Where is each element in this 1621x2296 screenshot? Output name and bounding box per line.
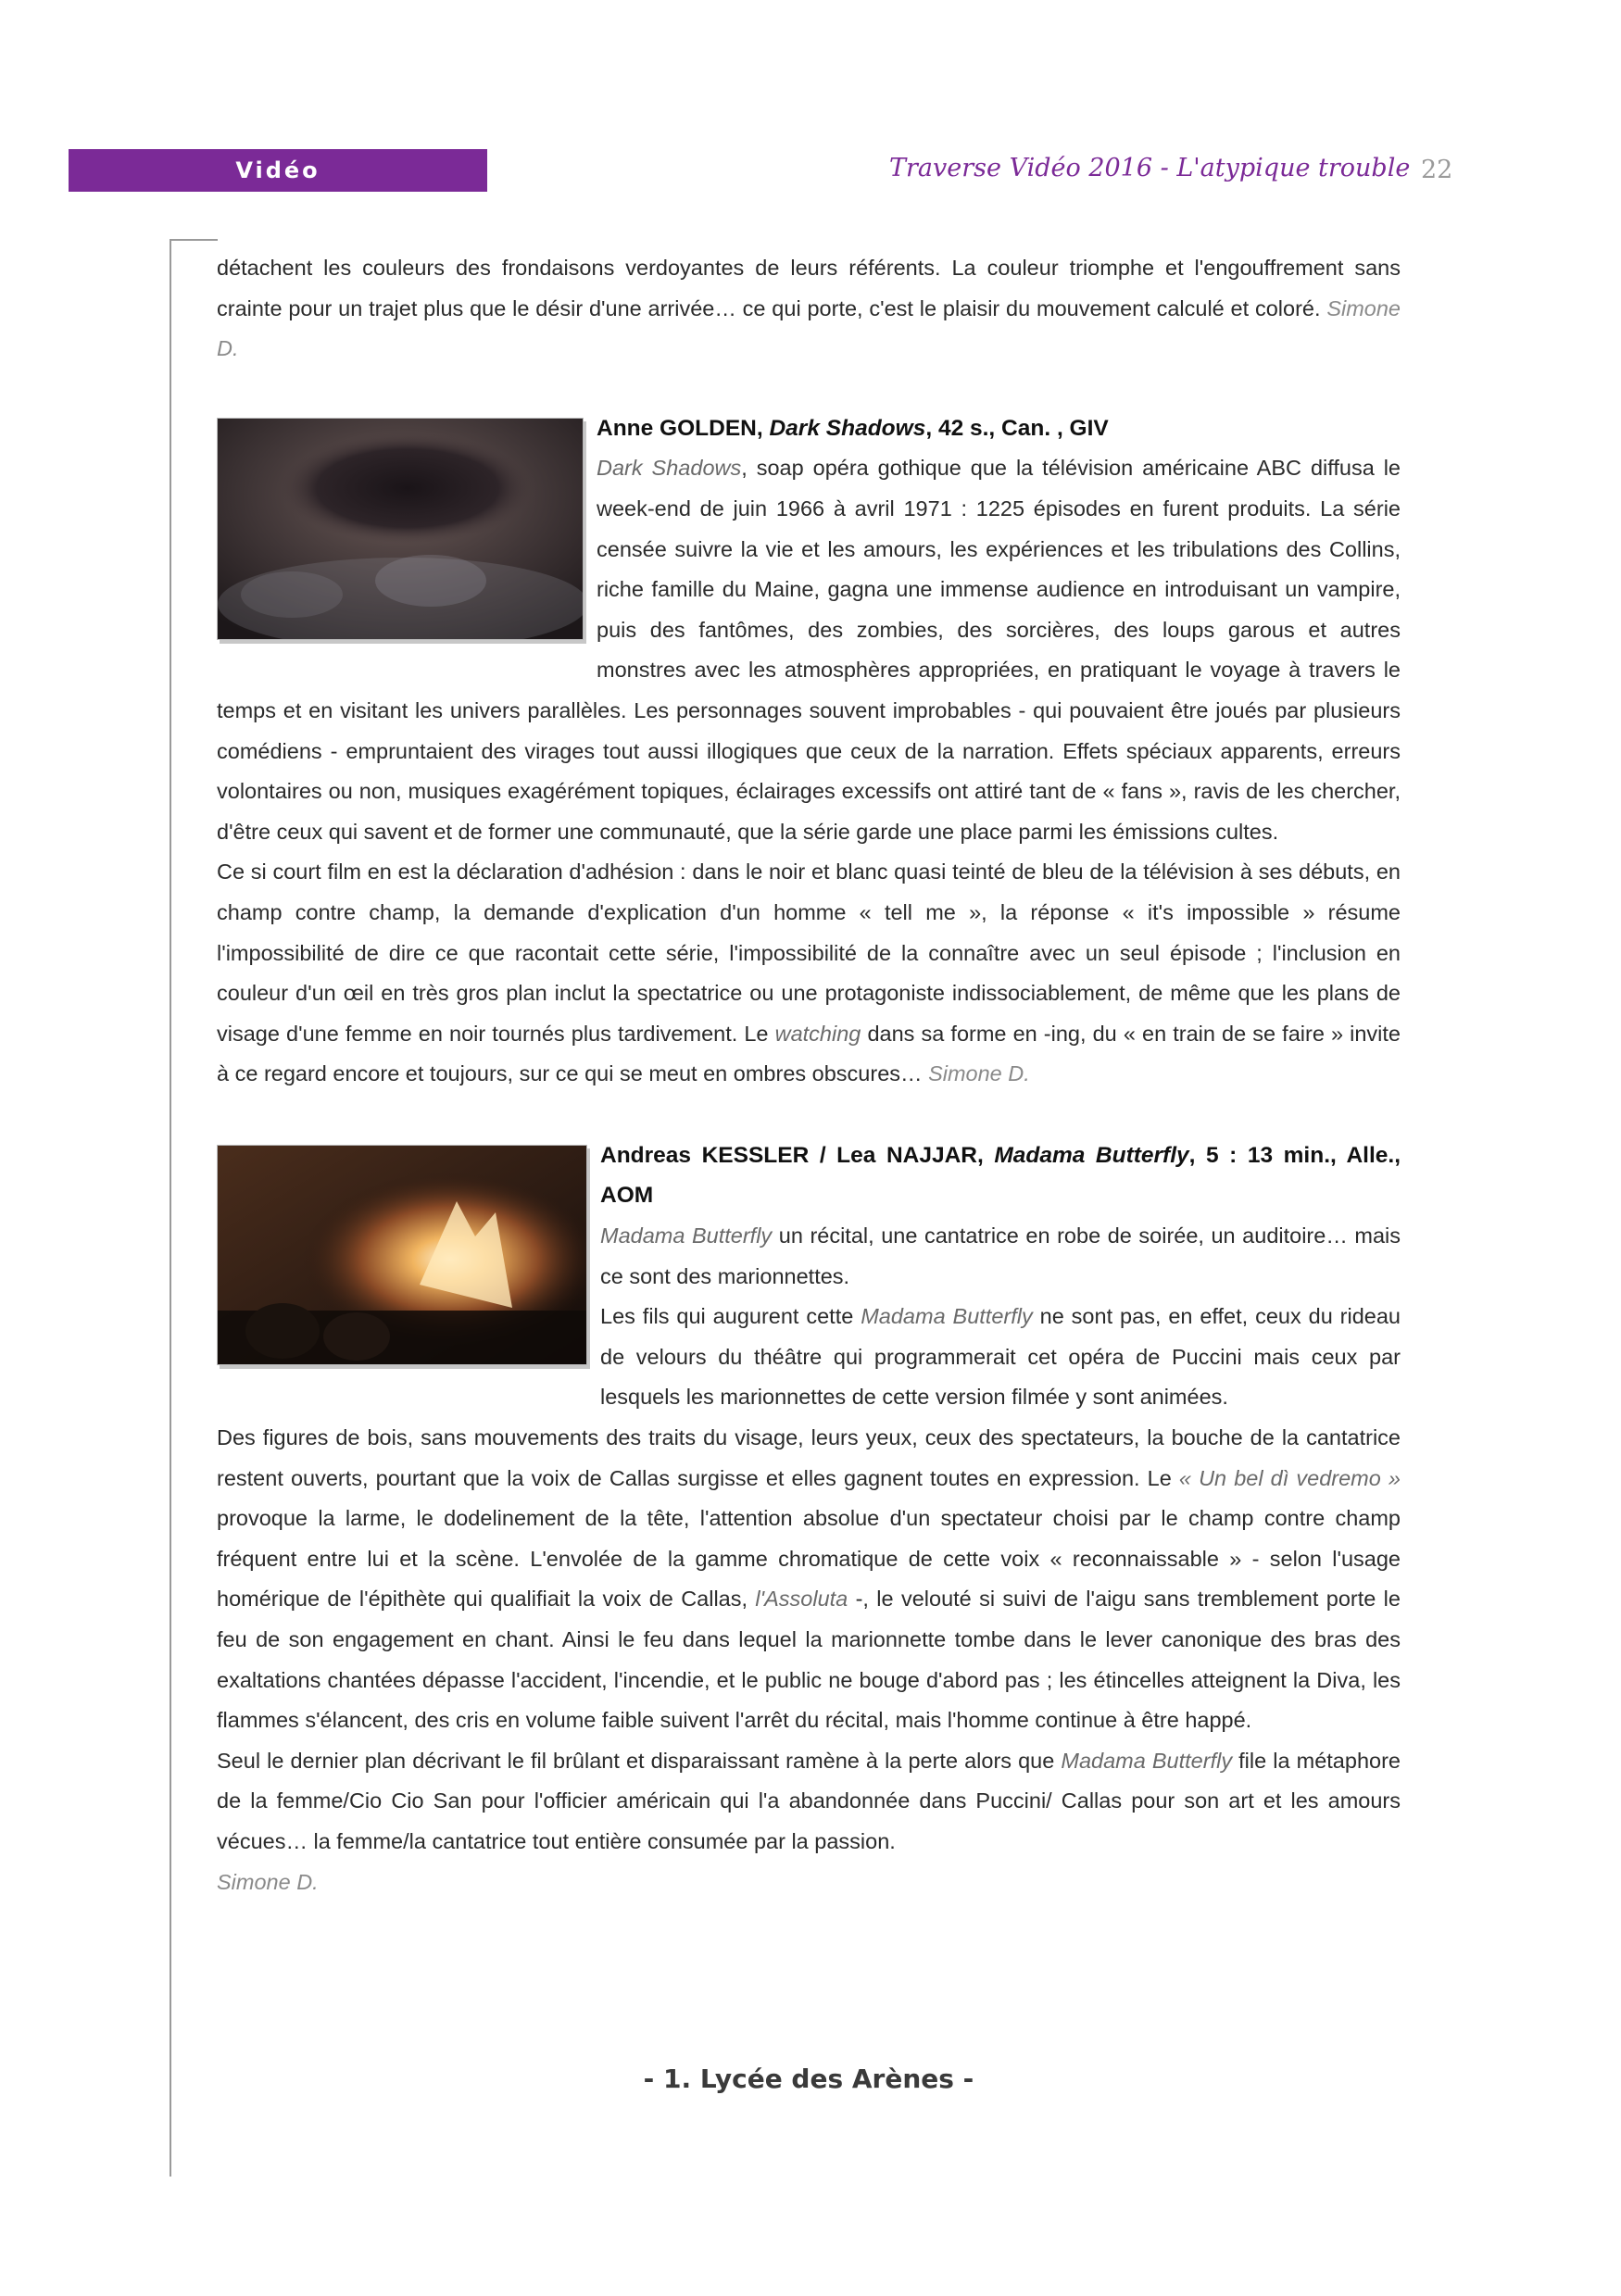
- film-commentary-3: [217, 1741, 1401, 1863]
- film-title: Madama Butterfly: [994, 1142, 1189, 1168]
- film-still-image: [218, 419, 583, 639]
- spacer: [217, 370, 1401, 408]
- aria-title: « Un bel dì vedremo »: [1178, 1465, 1401, 1490]
- film-title: Dark Shadows: [769, 415, 926, 441]
- margin-rule: [170, 239, 171, 2177]
- epithet: l'Assoluta: [755, 1587, 848, 1612]
- spacer: [217, 1095, 1401, 1135]
- running-title: Traverse Vidéo 2016 - L'atypique trouble: [889, 154, 1411, 182]
- page-number: 22: [1421, 156, 1453, 184]
- film-meta: , 5 : 13 min., Alle., AOM: [600, 1142, 1401, 1209]
- description-text: un récital, une cantatrice en robe de soirée, un auditoire… mais ce sont des marionnettes.: [600, 1223, 1401, 1288]
- commentary-text-end: dans sa forme en -ing, du « en train de se faire » invite à ce regard encore et toujours, sur ce qui se meut en ombres obscures…: [217, 1021, 1401, 1086]
- body-column: [217, 248, 1401, 1902]
- film-entry-dark-shadows: [217, 408, 1401, 1095]
- emphasized-word: watching: [774, 1021, 861, 1046]
- description-text: , soap opéra gothique que la télévision américaine ABC diffusa le week-end de juin 1966 à avril 1971 : 1225 épisodes en furent produits. La série censée suivre la vie et les amours, les expériences et les tribulations des Collins, riche famille du Maine, gagna une immense audience en introduisant un vampire, puis des fantômes, des zombies, des sorcières, des loups garous et autres monstres avec les atmosphères appropriées, en pratiquant le voyage à travers le temps et en visitant les univers parallèles. Les personnages souvent improbables - qui pouvaient être joués par plusieurs comédiens - empruntaient des virages tout aussi illogiques que ceux de la narration. Effets spéciaux apparents, erreurs volontaires ou non, musiques exagérément topiques, éclairages excessifs ont attiré tant de « fans », ravis de les chercher, d'être ceux qui savent et de former une communauté, que la série garde une place parmi les émissions cultes.: [217, 456, 1401, 844]
- section-footer-heading: - 1. Lycée des Arènes -: [643, 2064, 974, 2094]
- section-label: Vidéo: [69, 149, 487, 192]
- commentary-text-end: -, le velouté si suivi de l'aigu sans tremblement porte le feu de son engagement en chant. Ainsi le feu dans lequel la marionnette tombe dans le lever canonique des bras des exaltations chantées dépasse l'accident, l'incendie, et le public ne bouge d'abord pas ; les étincelles atteignent la Diva, les flammes s'élancent, des cris en volume faible suivent l'arrêt du récital, mais l'homme continue à être happé.: [217, 1587, 1401, 1733]
- film-commentary: [217, 852, 1401, 1095]
- commentary-text: Des figures de bois, sans mouvements des traits du visage, leurs yeux, ceux des spectateurs, la bouche de la cantatrice restent ouverts, pourtant que la voix de Callas surgisse et elles gagnent toutes en expression. Le: [217, 1425, 1401, 1490]
- commentary-text-end: file la métaphore de la femme/Cio Cio San pour l'officier américain qui l'a abandonnée dans Puccini/ Callas pour son art et les amours vécues… la femme/la cantatrice tout entière consumée par la passion.: [217, 1748, 1401, 1853]
- signature-line: [217, 1863, 1401, 1903]
- film-author: Andreas KESSLER / Lea NAJJAR,: [600, 1142, 995, 1168]
- film-still-image: [218, 1146, 586, 1364]
- film-still-dark-shadows: [217, 418, 584, 640]
- commentary-text: Ce si court film en est la déclaration d'adhésion : dans le noir et blanc quasi teinté de bleu de la télévision à ses débuts, en champ contre champ, la demande d'explication d'un homme « tell me », la réponse « it's impossible » résume l'impossibilité de dire ce que racontait cette série, l'impossibilité de la connaître avec un seul épisode ; l'inclusion en couleur d'un œil en très gros plan inclut la spectatrice ou une protagoniste indissociablement, de même que les plans de visage d'une femme en noir tournés plus tardivement. Le: [217, 859, 1401, 1046]
- signature: Simone D.: [217, 1869, 319, 1894]
- film-title-mention: Madama Butterfly: [1061, 1748, 1233, 1773]
- commentary-text: Seul le dernier plan décrivant le fil brûlant et disparaissant ramène à la perte alors que: [217, 1748, 1062, 1773]
- commentary-text-end: ne sont pas, en effet, ceux du rideau de velours du théâtre qui programmerait cet opéra de Puccini mais ceux par lesquels les marionnettes de cette version filmée y sont animées.: [600, 1304, 1401, 1410]
- film-author: Anne GOLDEN,: [597, 415, 770, 441]
- film-meta: , 42 s., Can. , GIV: [925, 415, 1109, 441]
- film-entry-madama-butterfly: [217, 1135, 1401, 1902]
- margin-rule-top: [170, 239, 218, 241]
- commentary-text: Les fils qui augurent cette: [600, 1304, 861, 1329]
- film-title-mention: Dark Shadows: [597, 456, 742, 481]
- intro-paragraph: [217, 248, 1401, 370]
- intro-text: détachent les couleurs des frondaisons verdoyantes de leurs référents. La couleur triomphe et l'engouffrement sans crainte pour un trajet plus que le désir d'une arrivée… ce qui porte, c'est le plaisir du mouvement calculé et coloré.: [217, 256, 1401, 320]
- film-commentary-2: [217, 1418, 1401, 1741]
- signature: Simone D.: [217, 295, 1401, 361]
- commentary-text-middle: provoque la larme, le dodelinement de la tête, l'attention absolue d'un spectateur choisi par le champ contre champ fréquent entre lui et la scène. L'envolée de la gamme chromatique de cette voix « reconnaissable » - selon l'usage homérique de l'épithète qui qualifiait la voix de Callas,: [217, 1506, 1401, 1612]
- signature: Simone D.: [928, 1061, 1030, 1086]
- film-still-madama-butterfly: [217, 1145, 587, 1365]
- film-title-mention: Madama Butterfly: [600, 1223, 773, 1248]
- film-title-mention: Madama Butterfly: [861, 1304, 1033, 1329]
